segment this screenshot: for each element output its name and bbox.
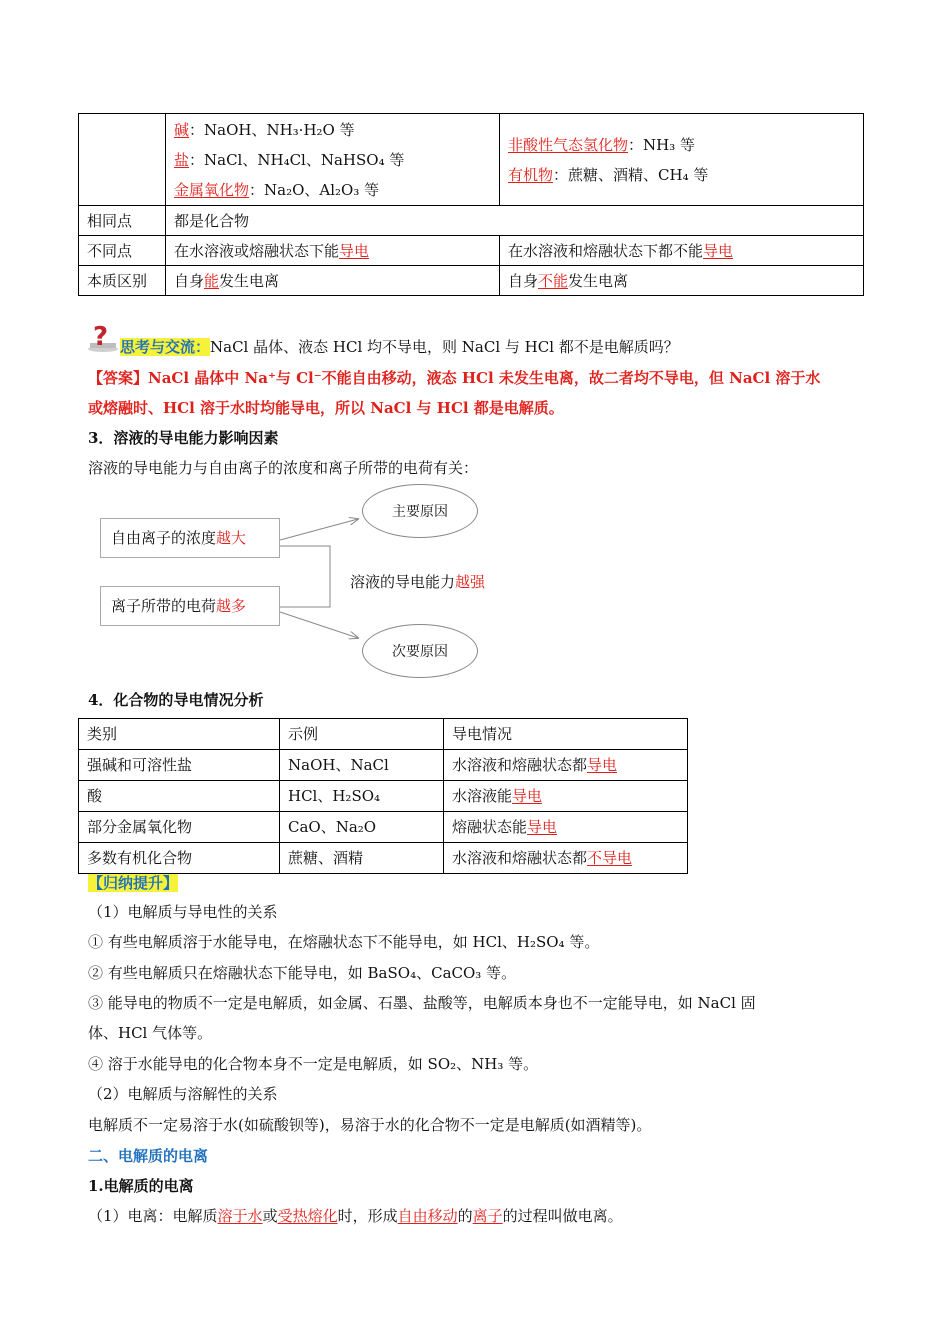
- text: 水溶液和熔融状态都: [452, 849, 588, 867]
- part-2-subtitle: 1.电解质的电离: [88, 1177, 194, 1195]
- summary-item-3a: ③ 能导电的物质不一定是电解质，如金属、石墨、盐酸等，电解质本身也不一定能导电，如 NaCl 固: [88, 994, 756, 1012]
- svg-text:?: ?: [93, 323, 109, 352]
- box-key: 越多: [216, 597, 247, 615]
- summary-tag: 【归纳提升】: [88, 874, 179, 892]
- text: 时，形成: [337, 1207, 398, 1225]
- table-cell: NaOH、NaCl: [280, 750, 444, 781]
- summary-item-4: ④ 溶于水能导电的化合物本身不一定是电解质，如 SO₂、NH₃ 等。: [88, 1055, 539, 1073]
- oval-secondary-reason: [362, 624, 478, 678]
- summary-p2-title: （2）电解质与溶解性的关系: [88, 1085, 278, 1103]
- example-text: ：NaCl、NH₄Cl、NaHSO₄ 等: [189, 150, 405, 169]
- key-term: 不能: [538, 271, 569, 290]
- table-cell: 酸: [79, 781, 280, 812]
- key-term: 导电: [527, 818, 558, 836]
- text: 溶液的导电能力: [350, 573, 456, 591]
- row-label: 本质区别: [79, 266, 166, 296]
- section-3-intro: 溶液的导电能力与自由离子的浓度和离子所带的电荷有关：: [88, 459, 479, 477]
- text: 自身: [508, 271, 539, 290]
- key-term: 离子: [472, 1207, 503, 1225]
- conductivity-table: [78, 718, 688, 874]
- table-cell: [444, 843, 688, 874]
- table-cell: [444, 750, 688, 781]
- key-term: 非酸性气态氢化物: [508, 135, 629, 154]
- table-cell: CaO、Na₂O: [280, 812, 444, 843]
- key-term: 能: [204, 271, 220, 290]
- key-term: 导电: [703, 241, 734, 260]
- table-row: [79, 812, 688, 843]
- oval-main-reason: [362, 484, 478, 538]
- box-concentration: [100, 518, 280, 558]
- part-2-title: 二、电解质的电离: [88, 1147, 209, 1165]
- table-header: 导电情况: [444, 719, 688, 750]
- key-term: 溶于水: [217, 1207, 263, 1225]
- text: （1）电离：电解质: [88, 1207, 218, 1225]
- box-charge: [100, 586, 280, 626]
- text: 在水溶液或熔融状态下能: [174, 241, 340, 260]
- key-term: 导电: [512, 787, 543, 805]
- text: 自身: [174, 271, 205, 290]
- table-row: [79, 843, 688, 874]
- key-term: 导电: [587, 756, 618, 774]
- box-text: 离子所带的电荷: [111, 597, 217, 615]
- summary-tag-line: [88, 873, 178, 893]
- key-term: 金属氧化物: [174, 180, 250, 199]
- text: 的: [457, 1207, 473, 1225]
- section-4-title: 4．化合物的导电情况分析: [88, 691, 264, 709]
- key-term: 越强: [455, 573, 486, 591]
- text: 发生电离: [568, 271, 629, 290]
- table-cell: 蔗糖、酒精: [280, 843, 444, 874]
- summary-item-2: ② 有些电解质只在熔融状态下能导电，如 BaSO₄、CaCO₃ 等。: [88, 964, 517, 982]
- example-text: ：NH₃ 等: [628, 135, 696, 154]
- table-row: [79, 750, 688, 781]
- key-term: 盐: [174, 150, 190, 169]
- text: 熔融状态能: [452, 818, 528, 836]
- example-text: ：Na₂O、Al₂O₃ 等: [249, 180, 380, 199]
- key-term: 有机物: [508, 165, 554, 184]
- section-3-title: 3．溶液的导电能力影响因素: [88, 429, 279, 447]
- key-term: 自由移动: [397, 1207, 458, 1225]
- summary-item-3b: 体、HCl 气体等。: [88, 1024, 213, 1042]
- summary-p1-title: （1）电解质与导电性的关系: [88, 903, 278, 921]
- text: 或: [262, 1207, 278, 1225]
- table-cell: 强碱和可溶性盐: [79, 750, 280, 781]
- example-text: ：NaOH、NH₃·H₂O 等: [189, 120, 355, 139]
- summary-item-1: ① 有些电解质溶于水能导电，在熔融状态下不能导电，如 HCl、H₂SO₄ 等。: [88, 933, 600, 951]
- table-row: [79, 781, 688, 812]
- box-text: 自由离子的浓度: [111, 529, 217, 547]
- key-term: 导电: [339, 241, 370, 260]
- conductivity-label: [350, 572, 485, 592]
- text: 在水溶液和熔融状态下都不能: [508, 241, 704, 260]
- text: 水溶液能: [452, 787, 513, 805]
- row-label: 不同点: [79, 236, 166, 266]
- key-term: 不导电: [587, 849, 633, 867]
- answer-line-1: 【答案】NaCl 晶体中 Na⁺与 Cl⁻不能自由移动，液态 HCl 未发生电离，故二者均不导电，但 NaCl 溶于水: [88, 369, 821, 387]
- table-cell: HCl、H₂SO₄: [280, 781, 444, 812]
- key-term: 受热熔化: [277, 1207, 338, 1225]
- box-key: 越大: [216, 529, 247, 547]
- think-tag: 思考与交流：: [120, 338, 211, 356]
- think-question: NaCl 晶体、液态 HCl 均不导电，则 NaCl 与 HCl 都不是电解质吗？: [210, 338, 679, 356]
- text: 水溶液和熔融状态都: [452, 756, 588, 774]
- same-text: 都是化合物: [166, 206, 864, 236]
- table-header: 类别: [79, 719, 280, 750]
- oval-text: 次要原因: [392, 644, 448, 660]
- table-cell: 多数有机化合物: [79, 843, 280, 874]
- row-label: 相同点: [79, 206, 166, 236]
- table-cell: 部分金属氧化物: [79, 812, 280, 843]
- answer-line-2: 或熔融时、HCl 溶于水时均能导电，所以 NaCl 与 HCl 都是电解质。: [88, 399, 564, 417]
- oval-text: 主要原因: [392, 504, 448, 520]
- summary-p2-text: 电解质不一定易溶于水(如硫酸钡等)，易溶于水的化合物不一定是电解质(如酒精等)。: [88, 1116, 652, 1134]
- ionization-definition: [88, 1206, 623, 1226]
- key-term: 碱: [174, 120, 190, 139]
- text: 发生电离: [219, 271, 280, 290]
- text: 的过程叫做电离。: [502, 1207, 623, 1225]
- example-text: ：蔗糖、酒精、CH₄ 等: [553, 165, 709, 184]
- table-header: 示例: [280, 719, 444, 750]
- table-cell: [444, 781, 688, 812]
- table-cell: [444, 812, 688, 843]
